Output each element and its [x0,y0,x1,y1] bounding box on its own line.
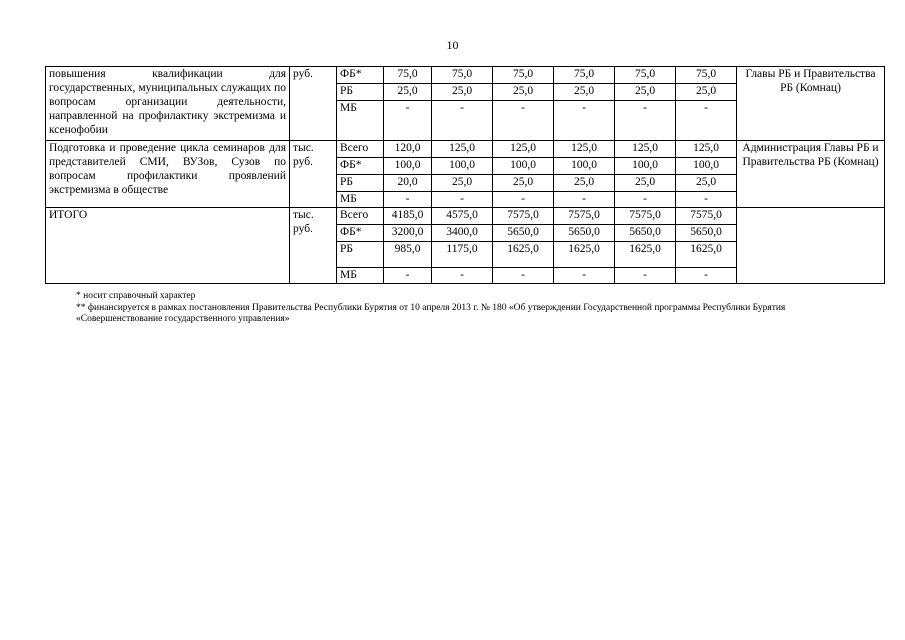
amount-cell: - [384,268,432,284]
amount-cell: 125,0 [615,141,676,158]
amount-cell: 4185,0 [384,208,432,225]
amount-cell: 75,0 [615,67,676,84]
amount-cell: 125,0 [493,141,554,158]
amount-cell: 25,0 [554,175,615,192]
amount-cell: - [432,192,493,208]
amount-cell: 3400,0 [432,225,493,242]
amount-cell: 20,0 [384,175,432,192]
amount-cell: 1625,0 [676,242,737,268]
amount-cell: 125,0 [554,141,615,158]
funding-source: РБ [337,175,384,192]
amount-cell: - [384,192,432,208]
amount-cell: 25,0 [432,84,493,101]
amount-cell: - [432,101,493,141]
funding-source: РБ [337,84,384,101]
amount-cell: 100,0 [432,158,493,175]
amount-cell: 100,0 [554,158,615,175]
activity-description: повышения квалификации для государственных, муниципальных служащих по вопросам организации деятельности, направленной на профилактику экстремизма и ксенофобии [46,67,290,141]
amount-cell: - [676,192,737,208]
amount-cell: 75,0 [554,67,615,84]
amount-cell: 100,0 [384,158,432,175]
footnote-2: ** финансируется в рамках постановления Правительства Республики Бурятия от 10 апреля 2013 г. № 180 «Об утверждении Государственной программы Республики Бурятия «Совершенствование государственного управления» [76,302,786,324]
amount-cell: 5650,0 [676,225,737,242]
funding-source: МБ [337,101,384,141]
amount-cell: 25,0 [676,84,737,101]
amount-cell: 7575,0 [676,208,737,225]
amount-cell: - [432,268,493,284]
amount-cell: - [615,101,676,141]
amount-cell: - [493,192,554,208]
footnotes [76,291,866,326]
responsible-organization: Главы РБ и Правительства РБ (Комнац) [737,67,885,141]
amount-cell: 25,0 [493,175,554,192]
amount-cell: 75,0 [384,67,432,84]
funding-source: ФБ* [337,225,384,242]
amount-cell: 100,0 [615,158,676,175]
amount-cell: - [554,101,615,141]
amount-cell: 1625,0 [615,242,676,268]
amount-cell: 125,0 [676,141,737,158]
table-row [46,208,885,225]
responsible-organization: Администрация Главы РБ и Правительства РБ (Комнац) [737,141,885,208]
funding-source: ФБ* [337,67,384,84]
amount-cell: - [554,192,615,208]
responsible-organization [737,208,885,284]
amount-cell: 25,0 [432,175,493,192]
activity-description: Подготовка и проведение цикла семинаров для представителей СМИ, ВУЗов, Сузов по вопросам профилактики проявлений экстремизма в обществе [46,141,290,208]
amount-cell: - [384,101,432,141]
amount-cell: - [493,101,554,141]
amount-cell: 25,0 [384,84,432,101]
financing-table [45,66,885,284]
table-row [46,141,885,158]
amount-cell: - [676,101,737,141]
amount-cell: 75,0 [493,67,554,84]
amount-cell: 5650,0 [554,225,615,242]
amount-cell: - [615,192,676,208]
amount-cell: 75,0 [432,67,493,84]
amount-cell: 4575,0 [432,208,493,225]
funding-source: Всего [337,141,384,158]
funding-source: ФБ* [337,158,384,175]
amount-cell: 25,0 [554,84,615,101]
amount-cell: 25,0 [676,175,737,192]
amount-cell: 75,0 [676,67,737,84]
table-body [46,67,885,284]
unit-cell: тыс. руб. [290,141,337,208]
amount-cell: 7575,0 [554,208,615,225]
amount-cell: 25,0 [493,84,554,101]
amount-cell: - [493,268,554,284]
amount-cell: 7575,0 [493,208,554,225]
amount-cell: 120,0 [384,141,432,158]
activity-description: ИТОГО [46,208,290,284]
amount-cell: 7575,0 [615,208,676,225]
amount-cell: 100,0 [676,158,737,175]
amount-cell: 3200,0 [384,225,432,242]
amount-cell: 5650,0 [615,225,676,242]
funding-source: Всего [337,208,384,225]
unit-cell: тыс. руб. [290,208,337,284]
amount-cell: - [676,268,737,284]
table-row [46,67,885,84]
amount-cell: 5650,0 [493,225,554,242]
amount-cell: 1625,0 [554,242,615,268]
amount-cell: 25,0 [615,84,676,101]
amount-cell: 100,0 [493,158,554,175]
amount-cell: - [615,268,676,284]
funding-source: РБ [337,242,384,268]
amount-cell: 25,0 [615,175,676,192]
funding-source: МБ [337,192,384,208]
unit-cell: руб. [290,67,337,141]
funding-source: МБ [337,268,384,284]
footnote-1: * носит справочный характер [76,291,196,301]
amount-cell: 1625,0 [493,242,554,268]
page-number: 10 [446,38,459,52]
amount-cell: - [554,268,615,284]
amount-cell: 985,0 [384,242,432,268]
amount-cell: 1175,0 [432,242,493,268]
amount-cell: 125,0 [432,141,493,158]
